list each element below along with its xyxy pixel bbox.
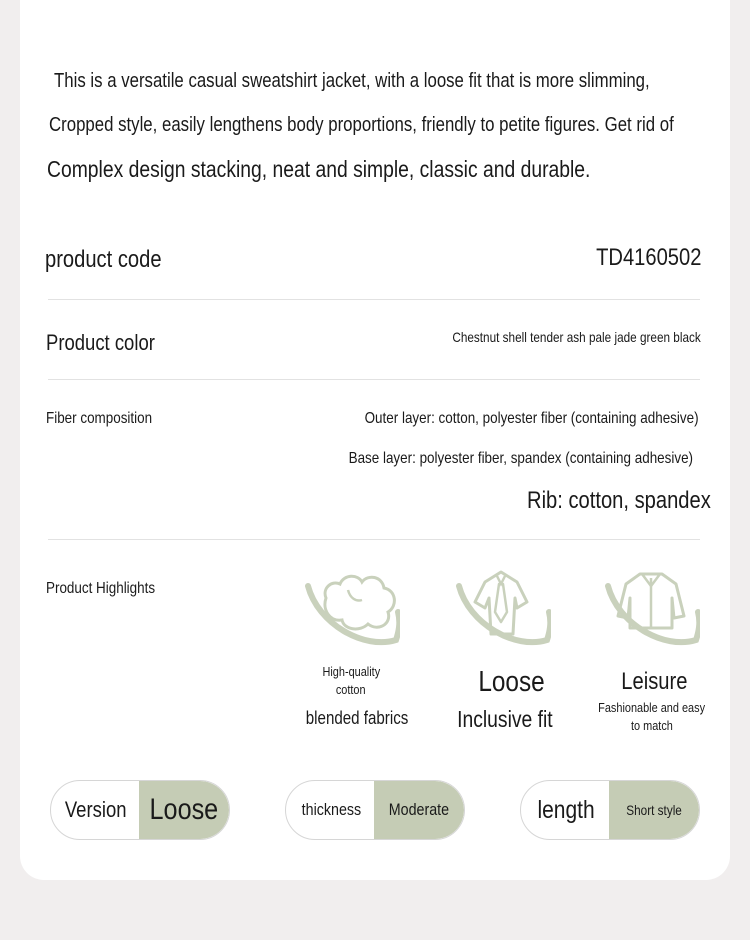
- version-pill: [50, 780, 230, 840]
- shirt-tie-icon: [455, 568, 551, 650]
- intro-line-2: Cropped style, easily lengthens body proportions, friendly to petite figures. Get rid of: [49, 114, 674, 136]
- divider: [48, 379, 700, 380]
- highlight-2-line-2: Inclusive fit: [457, 706, 553, 732]
- divider: [48, 539, 700, 540]
- thickness-label: thickness: [301, 800, 361, 819]
- product-code-value: TD4160502: [595, 244, 701, 271]
- cotton-icon: [304, 568, 400, 650]
- divider: [48, 299, 700, 300]
- fiber-outer-layer: Outer layer: cotton, polyester fiber (containing adhesive): [365, 410, 699, 427]
- product-color-label: Product color: [46, 330, 155, 355]
- intro-line-3: Complex design stacking, neat and simple, classic and durable.: [47, 156, 591, 182]
- highlight-1-line-2: cotton: [336, 682, 366, 697]
- highlight-1-line-3: blended fabrics: [305, 708, 409, 728]
- highlight-3-line-3: to match: [631, 718, 673, 733]
- jacket-icon: [604, 568, 700, 650]
- length-value: Short style: [609, 781, 699, 839]
- highlight-2-line-1: Loose: [478, 666, 546, 698]
- product-highlights-label: Product Highlights: [46, 580, 156, 597]
- highlight-1-line-1: High-quality: [322, 664, 380, 679]
- intro-line-1: This is a versatile casual sweatshirt jacket, with a loose fit that is more slimming,: [54, 70, 650, 92]
- product-code-label: product code: [45, 246, 162, 273]
- page-bottom-background: [0, 880, 750, 940]
- thickness-pill: [285, 780, 465, 840]
- product-color-value: Chestnut shell tender ash pale jade green black: [452, 329, 701, 345]
- highlight-3-line-1: Leisure: [620, 668, 688, 695]
- highlight-3-line-2: Fashionable and easy: [598, 700, 706, 715]
- length-label: length: [537, 795, 595, 824]
- length-pill: [520, 780, 700, 840]
- version-label: Version: [65, 797, 127, 822]
- fiber-base-layer: Base layer: polyester fiber, spandex (containing adhesive): [348, 450, 693, 467]
- version-value: Loose: [139, 781, 229, 839]
- fiber-rib: Rib: cotton, spandex: [527, 487, 711, 514]
- fiber-composition-label: Fiber composition: [46, 410, 153, 427]
- thickness-value: Moderate: [374, 781, 464, 839]
